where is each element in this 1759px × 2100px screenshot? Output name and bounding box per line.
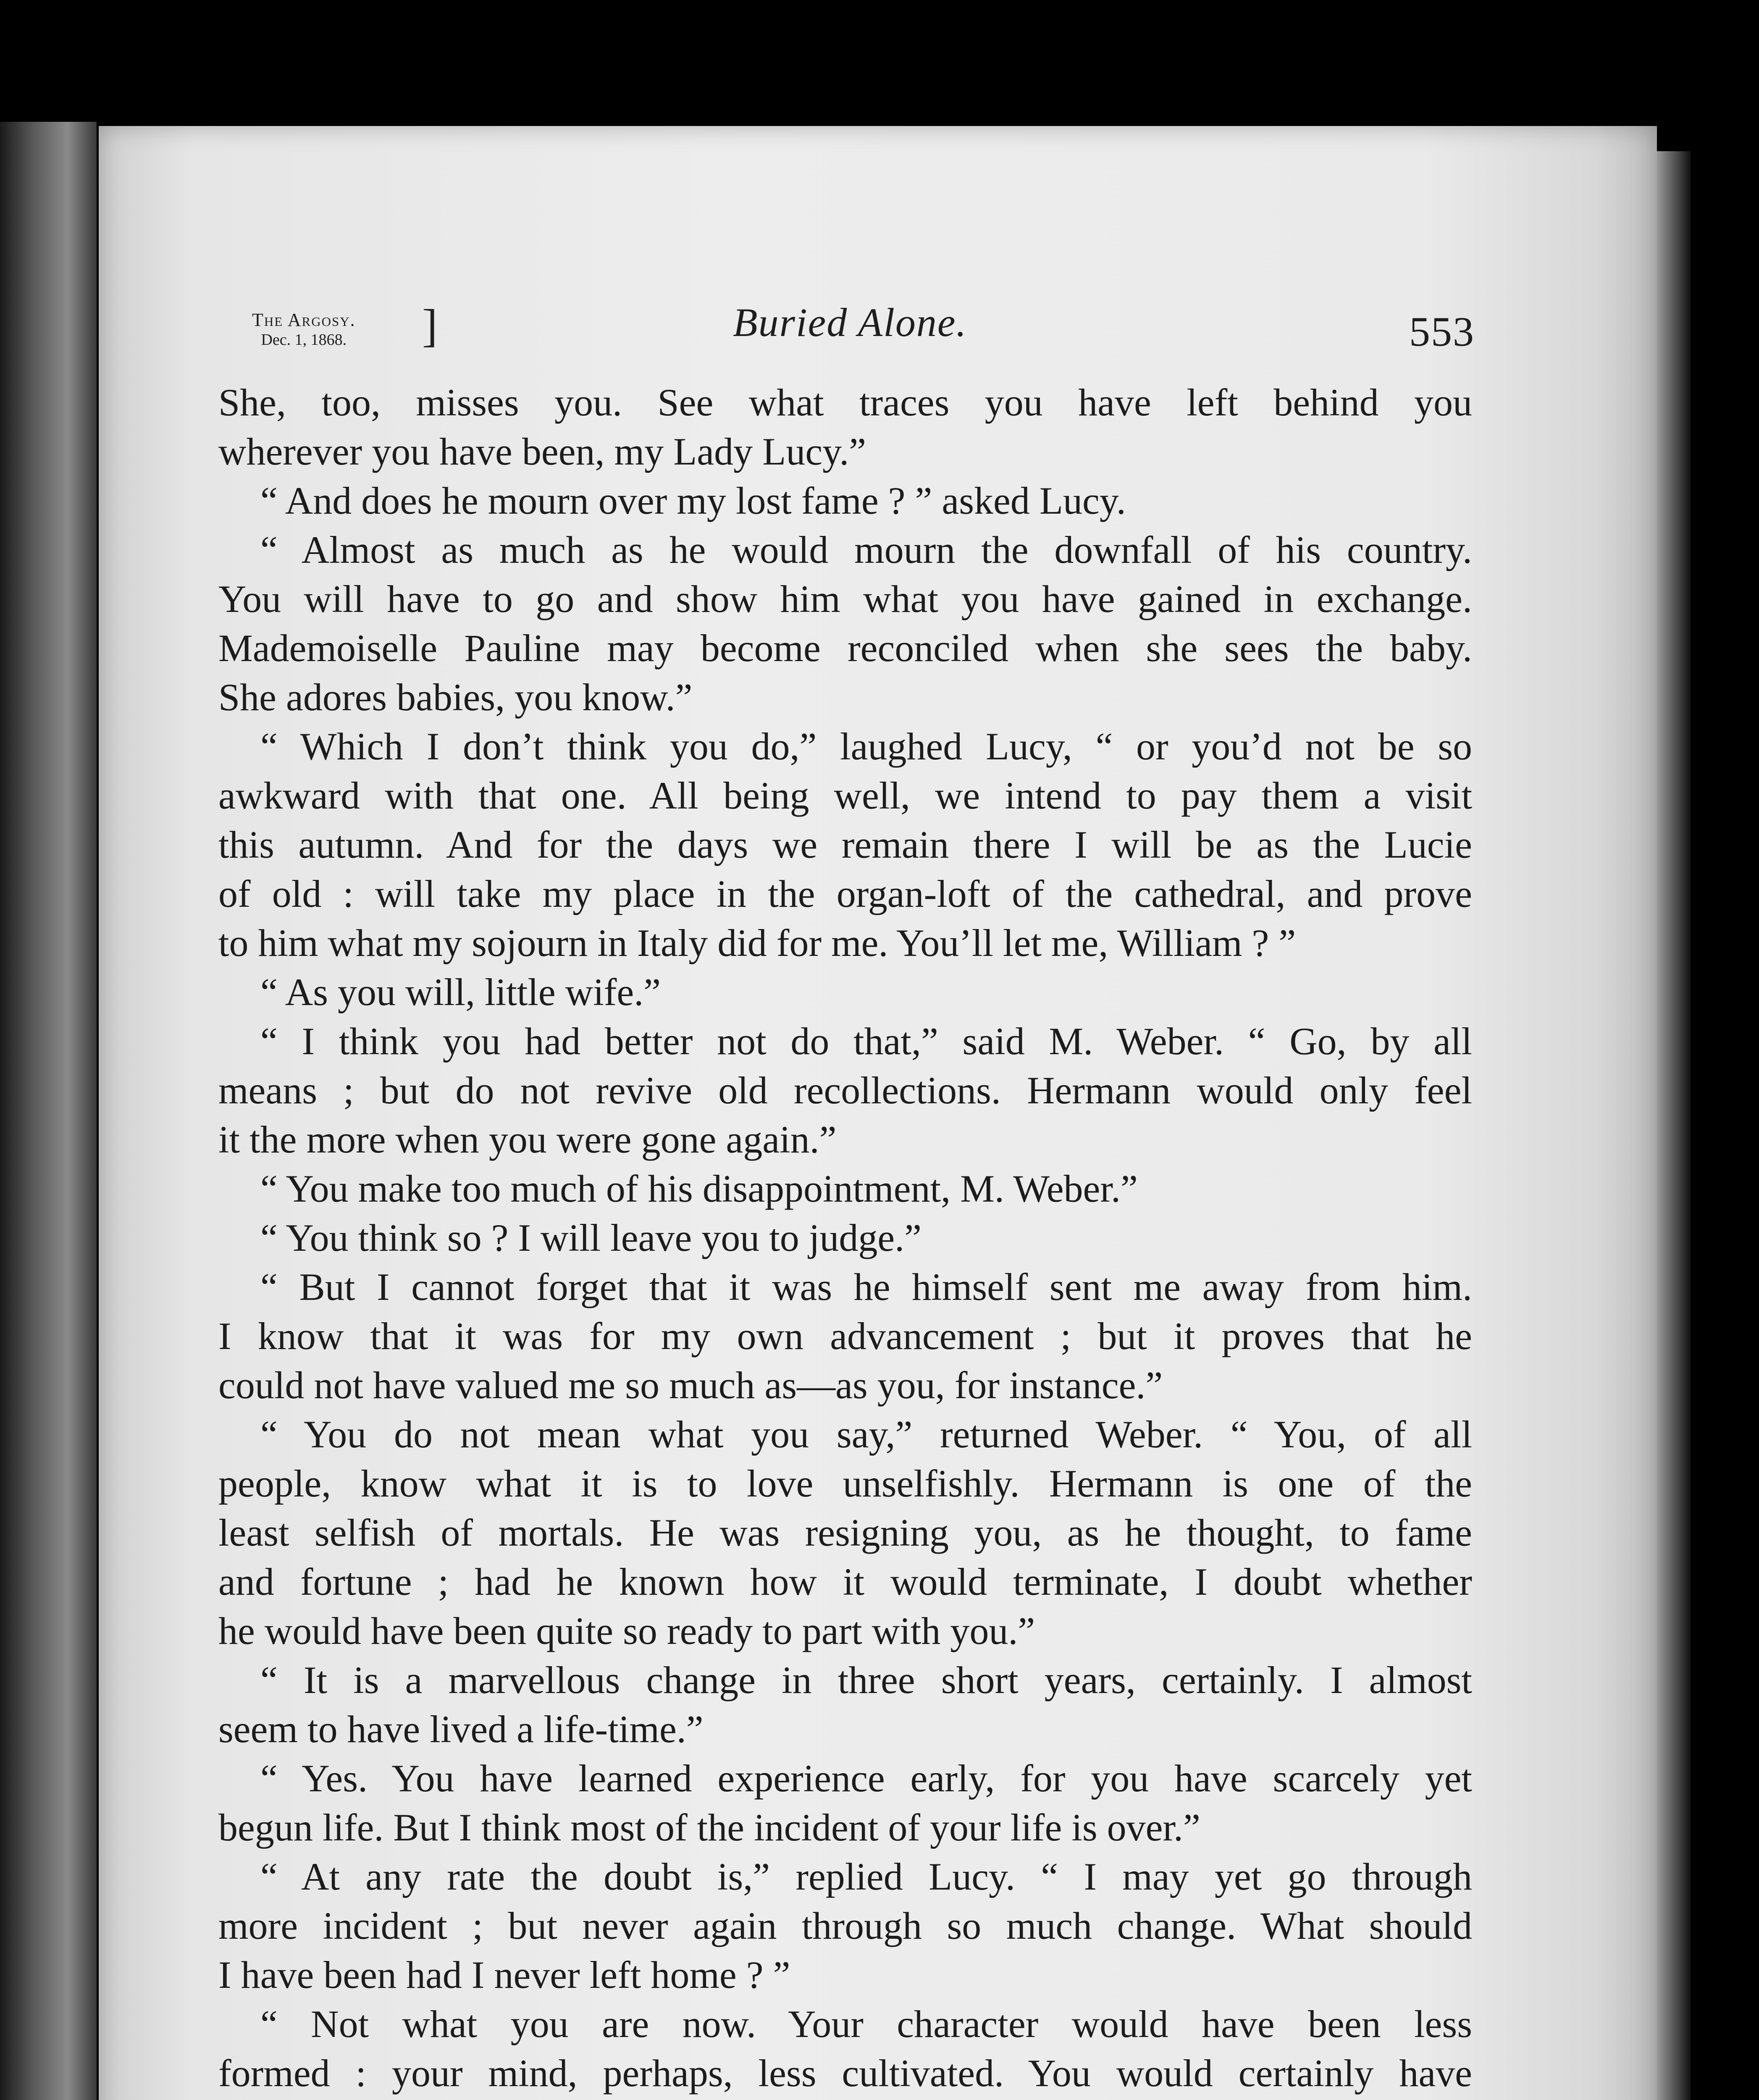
text-line: awkward with that one. All being well, we intend to pay them a visit bbox=[218, 774, 1472, 817]
text-line: wherever you have been, my Lady Lucy.” bbox=[218, 430, 866, 473]
text-line: of old : will take my place in the organ-loft of the cathedral, and prove bbox=[218, 872, 1472, 915]
text-line: he would have been quite so ready to part with you.” bbox=[218, 1609, 1035, 1652]
text-line: “ Almost as much as he would mourn the downfall of his country. bbox=[260, 528, 1472, 571]
text-line: begun life. But I think most of the incident of your life is over.” bbox=[218, 1806, 1200, 1849]
left-page-edge bbox=[0, 122, 97, 2100]
text-line: seem to have lived a life-time.” bbox=[218, 1708, 704, 1751]
text-line: She adores babies, you know.” bbox=[218, 676, 693, 719]
text-line bbox=[218, 2098, 1472, 2100]
text-line: this autumn. And for the days we remain there I will be as the Lucie bbox=[218, 823, 1472, 866]
journal-bracket: ] bbox=[422, 300, 438, 351]
text-line: to him what my sojourn in Italy did for me. You’ll let me, William ? ” bbox=[218, 921, 1296, 964]
text-line: “ It is a marvellous change in three short years, certainly. I almost bbox=[260, 1659, 1472, 1701]
text-line: I know that it was for my own advancement ; but it proves that he bbox=[218, 1315, 1472, 1357]
text-line: “ As you will, little wife.” bbox=[260, 971, 661, 1013]
page-number: 553 bbox=[1409, 308, 1475, 355]
text-line: Mademoiselle Pauline may become reconciled when she sees the baby. bbox=[218, 627, 1472, 669]
body-text bbox=[218, 378, 1472, 2100]
journal-date: Dec. 1, 1868. bbox=[261, 331, 347, 349]
text-line: more incident ; but never again through so much change. What should bbox=[218, 1904, 1472, 1947]
running-title: Buried Alone. bbox=[733, 300, 967, 345]
text-line: “ You make too much of his disappointment, M. Weber.” bbox=[260, 1167, 1138, 1210]
text-line: “ You think so ? I will leave you to judge.” bbox=[260, 1216, 922, 1259]
text-line: “ And does he mourn over my lost fame ? ” asked Lucy. bbox=[260, 479, 1126, 522]
right-page-edge bbox=[1657, 151, 1691, 2100]
text-line: “ Which I don’t think you do,” laughed Lucy, “ or you’d not be so bbox=[260, 725, 1472, 768]
text-line: She, too, misses you. See what traces you have left behind you bbox=[218, 381, 1472, 424]
text-line: “ You do not mean what you say,” returned Weber. “ You, of all bbox=[260, 1413, 1472, 1456]
text-line: formed : your mind, perhaps, less cultivated. You would certainly have bbox=[218, 2052, 1472, 2095]
text-line: “ But I cannot forget that it was he himself sent me away from him. bbox=[260, 1265, 1472, 1308]
text-line: means ; but do not revive old recollections. Hermann would only feel bbox=[218, 1069, 1472, 1112]
text-line: You will have to go and show him what you have gained in exchange. bbox=[218, 578, 1472, 620]
journal-citation bbox=[252, 311, 356, 348]
text-line: least selfish of mortals. He was resigning you, as he thought, to fame bbox=[218, 1511, 1472, 1554]
text-line: “ Not what you are now. Your character would have been less bbox=[260, 2003, 1472, 2045]
text-line: it the more when you were gone again.” bbox=[218, 1118, 837, 1161]
text-line: and fortune ; had he known how it would terminate, I doubt whether bbox=[218, 1560, 1472, 1603]
text-line: “ Yes. You have learned experience early, for you have scarcely yet bbox=[260, 1757, 1472, 1800]
text-line: “ At any rate the doubt is,” replied Lucy. “ I may yet go through bbox=[260, 1855, 1472, 1898]
text-line: I have been had I never left home ? ” bbox=[218, 1953, 790, 1996]
text-line: could not have valued me so much as—as you, for instance.” bbox=[218, 1364, 1163, 1407]
text-line: people, know what it is to love unselfishly. Hermann is one of the bbox=[218, 1462, 1472, 1505]
text-line: “ I think you had better not do that,” said M. Weber. “ Go, by all bbox=[260, 1020, 1472, 1063]
journal-name: The Argosy. bbox=[252, 310, 356, 330]
